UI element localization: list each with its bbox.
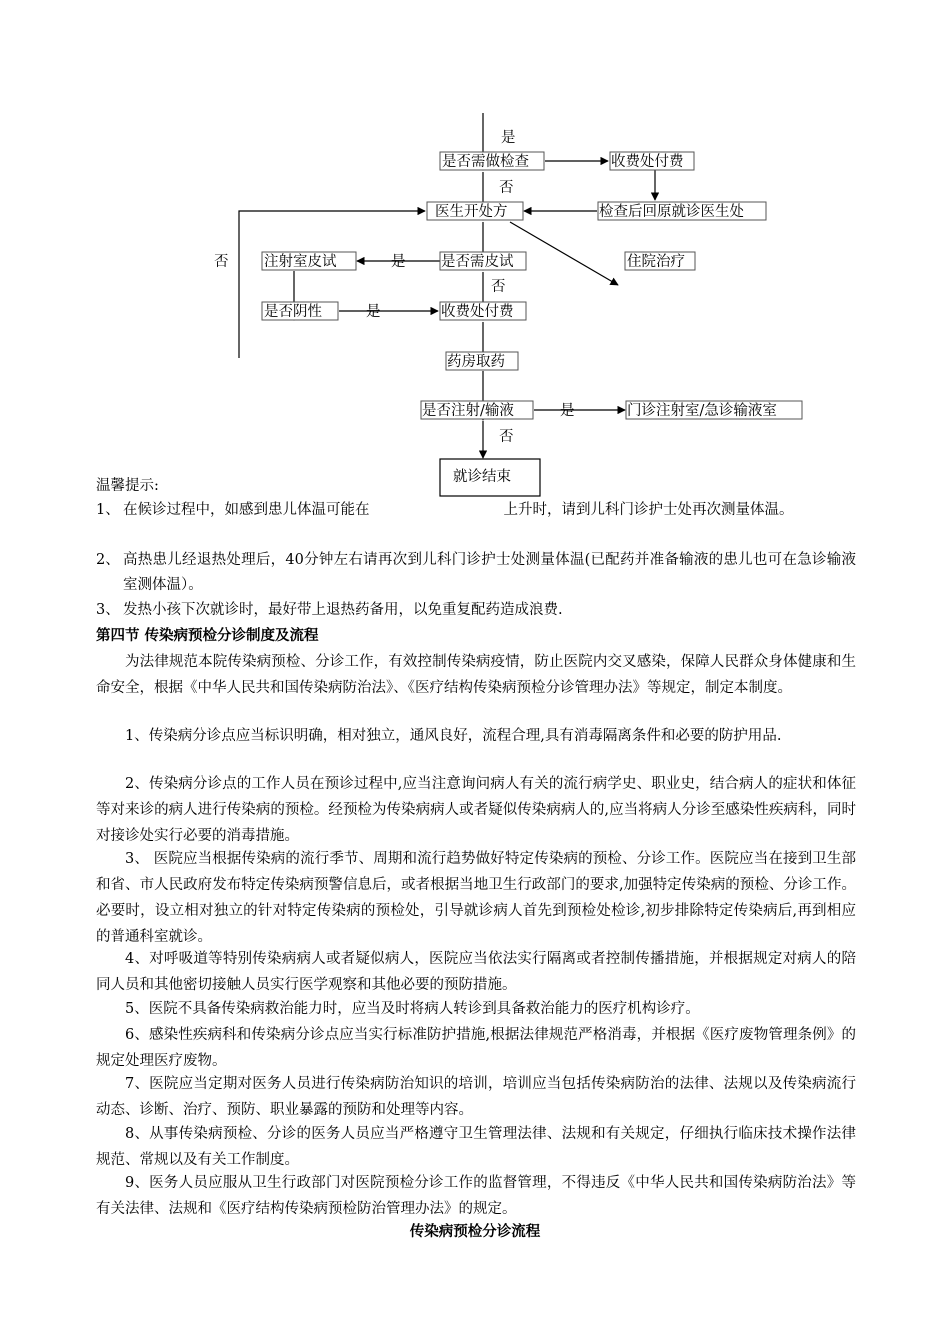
no-label-skin: 否 — [491, 279, 506, 295]
flow-title: 传染病预检分诊流程 — [409, 1223, 541, 1240]
no-label-left: 否 — [214, 254, 229, 270]
tip-number: 2、 — [96, 552, 120, 568]
injection-skin-test-label: 注射室皮试 — [264, 254, 337, 270]
outpatient-flowchart — [0, 0, 950, 500]
tip-text: 高热患儿经退热处理后，40分钟左右请再次到儿科门诊护士处测量体温(已配药并准备输液的患儿也可在急诊输液室测体温）。 — [123, 552, 856, 593]
yes-label-negative: 是 — [366, 304, 381, 320]
injection-room-label: 门诊注射室/急诊输液室 — [627, 403, 777, 419]
pharmacy-label: 药房取药 — [447, 354, 505, 370]
pay-label-2: 收费处付费 — [441, 304, 514, 320]
end-label: 就诊结束 — [453, 469, 511, 485]
tip-number: 3、 — [96, 602, 120, 618]
hospitalize-label: 住院治疗 — [627, 254, 685, 270]
no-label-check: 否 — [499, 180, 514, 196]
paragraph-4: 4、对呼吸道等特别传染病病人或者疑似病人，医院应当依法实行隔离或者控制传播措施，并根据规定对病人的陪同人员和其他密切接触人员实行医学观察和其他必要的预防措施。 — [96, 951, 856, 993]
paragraph-3: 3、 医院应当根据传染病的流行季节、周期和流行趋势做好特定传染病的预检、分诊工作。医院应当在接到卫生部和省、市人民政府发布特定传染病预警信息后，或者根据当地卫生行政部门的要求,加强特定传染病的预检、分诊工作。必要时，设立相对独立的针对特定传染病的预检处，引导就诊病人首先到预检处检诊,初步排除特定传染病后,再到相应的普通科室就诊。 — [96, 851, 856, 945]
paragraph-9: 9、医务人员应服从卫生行政部门对医院预检分诊工作的监督管理，不得违反《中华人民共和国传染病防治法》等有关法律、法规和《医疗结构传染病预检防治管理办法》的规定。 — [96, 1175, 856, 1217]
tip-number: 1、 — [96, 502, 120, 518]
paragraph-7: 7、医院应当定期对医务人员进行传染病防治知识的培训，培训应当包括传染病防治的法律、法规以及传染病流行动态、诊断、治疗、预防、职业暴露的预防和处理等内容。 — [96, 1076, 856, 1118]
paragraph-1: 1、传染病分诊点应当标识明确，相对独立，通风良好，流程合理,具有消毒隔离条件和必要的防护用品. — [125, 728, 782, 744]
need-check-label: 是否需做检查 — [442, 154, 529, 170]
return-doctor-label: 检查后回原就诊医生处 — [599, 204, 744, 220]
tip-text-part2: 上升时，请到儿科门诊护士处再次测量体温。 — [503, 502, 794, 518]
prescribe-label: 医生开处方 — [435, 204, 508, 220]
no-label-injection: 否 — [499, 429, 514, 445]
tip-text-part1: 在候诊过程中，如感到患儿体温可能在 — [123, 502, 370, 518]
tip-item-3 — [96, 598, 856, 623]
paragraph-intro: 为法律规范本院传染病预检、分诊工作，有效控制传染病疫情，防止医院内交叉感染，保障人民群众身体健康和生命安全，根据《中华人民共和国传染病防治法》、《医疗结构传染病预检分诊管理办法》等规定，制定本制度。 — [96, 654, 856, 696]
section-title: 第四节 传染病预检分诊制度及流程 — [96, 627, 319, 644]
tip-text: 发热小孩下次就诊时，最好带上退热药备用，以免重复配药造成浪费. — [123, 602, 563, 618]
paragraph-6: 6、感染性疾病科和传染病分诊点应当实行标准防护措施,根据法律规范严格消毒，并根据《医疗废物管理条例》的规定处理医疗废物。 — [96, 1027, 856, 1069]
tip-item-2 — [96, 548, 856, 598]
tip-item-1 — [96, 498, 856, 523]
yes-label-skin: 是 — [391, 254, 406, 270]
paragraph-2: 2、传染病分诊点的工作人员在预诊过程中,应当注意询问病人有关的流行病学史、职业史，结合病人的症状和体征等对来诊的病人进行传染病的预检。经预检为传染病病人或者疑似传染病病人的,应当将病人分诊至感染性疾病科，同时对接诊处实行必要的消毒措施。 — [96, 776, 856, 844]
tips-heading: 温馨提示: — [96, 478, 159, 494]
paragraph-5: 5、医院不具备传染病救治能力时，应当及时将病人转诊到具备救治能力的医疗机构诊疗。 — [125, 1001, 700, 1017]
yes-label-injection: 是 — [560, 403, 575, 419]
yes-label-top: 是 — [501, 130, 516, 146]
pay-label-1: 收费处付费 — [611, 154, 684, 170]
is-negative-label: 是否阴性 — [264, 304, 322, 320]
paragraph-8: 8、从事传染病预检、分诊的医务人员应当严格遵守卫生管理法律、法规和有关规定，仔细执行临床技术操作法律规范、常规以及有关工作制度。 — [96, 1126, 856, 1168]
need-injection-label: 是否注射/输液 — [422, 403, 514, 419]
need-skin-test-label: 是否需皮试 — [441, 254, 514, 270]
